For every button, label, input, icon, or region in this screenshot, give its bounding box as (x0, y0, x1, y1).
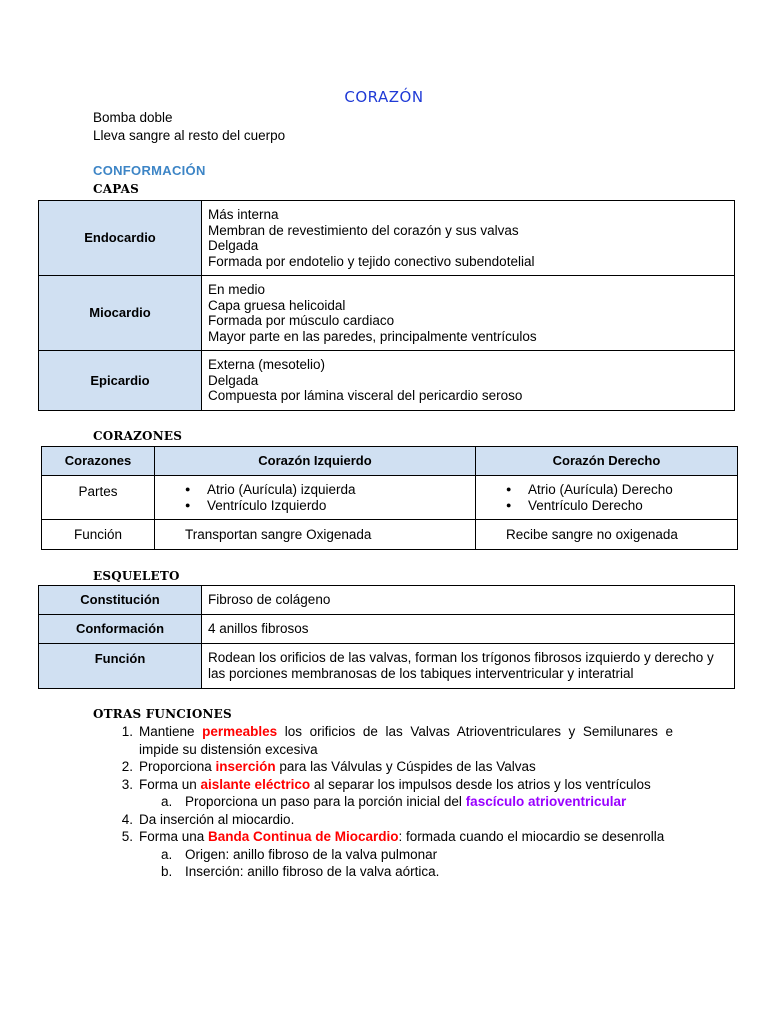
capa-label: Endocardio (39, 201, 202, 276)
highlight: inserción (215, 759, 276, 774)
text: Proporciona (139, 759, 216, 774)
highlight: fascículo atrioventricular (465, 794, 627, 809)
intro-line: Bomba doble (93, 110, 173, 125)
esqueleto-value: Fibroso de colágeno (202, 586, 735, 615)
list-item (113, 758, 673, 776)
capas-table (38, 200, 735, 411)
list-item: ● Ventrículo Derecho (498, 498, 736, 514)
partes-izquierdo (155, 476, 476, 520)
line: Más interna (208, 207, 279, 222)
capa-description (202, 276, 735, 351)
line: Mayor parte en las paredes, principalmente ventrículos (208, 328, 537, 344)
highlight: Banda Continua de Miocardio (208, 829, 399, 844)
esqueleto-label: Constitución (39, 586, 202, 615)
esqueleto-label: Conformación (39, 615, 202, 644)
text: Mantiene (139, 724, 203, 739)
table-row (42, 520, 738, 550)
esqueleto-table (38, 585, 735, 689)
list-letter: a. (161, 846, 173, 862)
column-header: Corazones (42, 447, 155, 476)
text: Forma un (139, 776, 201, 792)
sub-list-item (113, 846, 673, 864)
capa-description (202, 351, 735, 411)
text: Da inserción al miocardio. (139, 811, 295, 827)
list-item: ● Atrio (Aurícula) Derecho (498, 482, 736, 498)
list-number: 2. (121, 759, 133, 774)
list-item (113, 776, 673, 794)
column-header: Corazón Izquierdo (155, 447, 476, 476)
sub-list-item (113, 863, 673, 881)
esqueleto-label: Función (39, 644, 202, 689)
column-header: Corazón Derecho (476, 447, 738, 476)
line: Externa (mesotelio) (208, 357, 326, 373)
text: al separar los impulsos desde los atrios y los ventrículos (310, 776, 651, 792)
table-row (39, 351, 735, 411)
esqueleto-value: 4 anillos fibrosos (202, 615, 735, 644)
table-row (39, 201, 735, 276)
line: Capa gruesa helicoidal (208, 297, 346, 313)
section-heading-conformacion: CONFORMACIÓN (93, 163, 206, 178)
list-item (113, 828, 673, 846)
corazones-table (41, 446, 738, 550)
text: : formada cuando el miocardio se desenrolla (398, 829, 665, 844)
esqueleto-value: Rodean los orificios de las valvas, forman los trígonos fibrosos izquierdo y derecho y las porciones membranosas de los tabiques interventricular y interatrial (202, 644, 735, 689)
line: Delgada (208, 238, 259, 253)
table-row (39, 615, 735, 644)
line: Formada por músculo cardiaco (208, 313, 395, 328)
capa-label: Miocardio (39, 276, 202, 351)
text: Origen: anillo fibroso de la valva pulmonar (185, 846, 438, 862)
text: los orificios de las Valvas Atrioventriculares y Semilunares e impide su distensión excesiva (139, 724, 673, 757)
sub-list-item (113, 793, 673, 811)
list-number: 4. (121, 811, 133, 827)
line: Compuesta por lámina visceral del pericardio seroso (208, 388, 523, 404)
table-row (39, 276, 735, 351)
list-number: 1. (121, 724, 133, 739)
section-heading-capas: CAPAS (93, 182, 139, 196)
intro-line: Lleva sangre al resto del cuerpo (93, 128, 286, 143)
section-heading-corazones: CORAZONES (93, 429, 183, 443)
list-item (113, 811, 673, 829)
line: Membran de revestimiento del corazón y sus valvas (208, 222, 519, 238)
partes-derecho (476, 476, 738, 520)
funcion-derecho: Recibe sangre no oxigenada (476, 520, 738, 550)
row-label: Función (42, 520, 155, 550)
list-item (113, 723, 673, 758)
otras-funciones-list (113, 723, 673, 881)
capa-description (202, 201, 735, 276)
text: Inserción: anillo fibroso de la valva aórtica. (185, 864, 440, 879)
section-heading-esqueleto: ESQUELETO (93, 569, 180, 583)
highlight: permeables (202, 724, 278, 739)
highlight: aislante eléctrico (200, 776, 311, 792)
line: Delgada (208, 372, 259, 388)
page-title: CORAZÓN (344, 88, 424, 106)
row-label: Partes (42, 476, 155, 520)
text: para las Válvulas y Cúspides de las Valvas (275, 759, 536, 774)
section-heading-otras-funciones: OTRAS FUNCIONES (93, 707, 232, 721)
list-letter: a. (161, 794, 173, 809)
text: Proporciona un paso para la porción inicial del (185, 794, 466, 809)
table-row (39, 586, 735, 615)
funcion-izquierdo: Transportan sangre Oxigenada (155, 520, 476, 550)
list-item: ● Ventrículo Izquierdo (177, 498, 474, 514)
line: Formada por endotelio y tejido conectivo subendotelial (208, 253, 535, 269)
table-header-row (42, 447, 738, 476)
capa-label: Epicardio (39, 351, 202, 411)
text: Forma una (139, 829, 209, 844)
line: En medio (208, 282, 266, 297)
list-number: 5. (121, 829, 133, 844)
list-item: ● Atrio (Aurícula) izquierda (177, 482, 474, 498)
list-letter: b. (161, 864, 173, 879)
table-row (42, 476, 738, 520)
list-number: 3. (121, 776, 133, 792)
table-row (39, 644, 735, 689)
